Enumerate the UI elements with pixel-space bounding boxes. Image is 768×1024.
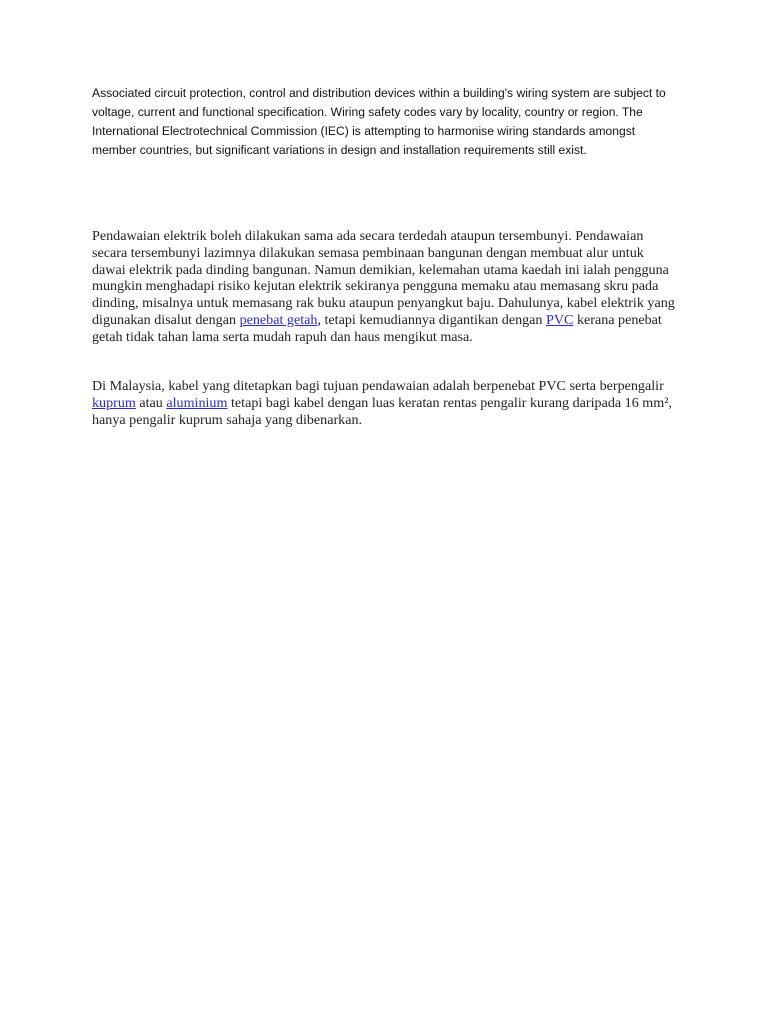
paragraph-text: tetapi bagi kabel dengan luas keratan rentas pengalir kurang daripada 16 mm², hanya pengalir kuprum sahaja yang dibenarkan.	[92, 394, 672, 428]
paragraph-text: kerana penebat getah tidak tahan lama serta mudah rapuh dan haus mengikut masa.	[92, 311, 662, 345]
link-penebat-getah[interactable]: penebat getah	[239, 311, 318, 328]
paragraph-text: Pendawaian elektrik boleh dilakukan sama ada secara terdedah ataupun tersembunyi. Pendawaian secara tersembunyi lazimnya dilakukan semasa pembinaan bangunan dengan membuat alur untuk dawai elektrik pada dinding bangunan. Namun demikian, kelemahan utama kaedah ini ialah pengguna mungkin menghadapi risiko kejutan elektrik sekiranya pengguna memaku atau memasang skru pada dinding, misalnya untuk memasang rak buku ataupun penyangkut baju. Dahulunya, kabel elektrik yang digunakan disalut dengan	[92, 228, 675, 328]
malay-paragraph-malaysia-cables	[92, 378, 676, 428]
paragraph-text: atau	[135, 394, 167, 411]
malay-paragraph-wiring	[92, 228, 676, 346]
link-kuprum[interactable]: kuprum	[92, 394, 136, 411]
english-paragraph: Associated circuit protection, control and distribution devices within a building's wiring system are subject to voltage, current and functional specification. Wiring safety codes vary by locality, country or region. The International Electrotechnical Commission (IEC) is attempting to harmonise wiring standards amongst member countries, but significant variations in design and installation requirements still exist.	[92, 86, 666, 157]
paragraph-text: Di Malaysia, kabel yang ditetapkan bagi tujuan pendawaian adalah berpenebat PVC serta berpengalir	[92, 378, 664, 394]
paragraph-text: , tetapi kemudiannya digantikan dengan	[317, 311, 546, 328]
link-aluminium[interactable]: aluminium	[166, 394, 228, 411]
link-pvc[interactable]: PVC	[546, 311, 574, 328]
